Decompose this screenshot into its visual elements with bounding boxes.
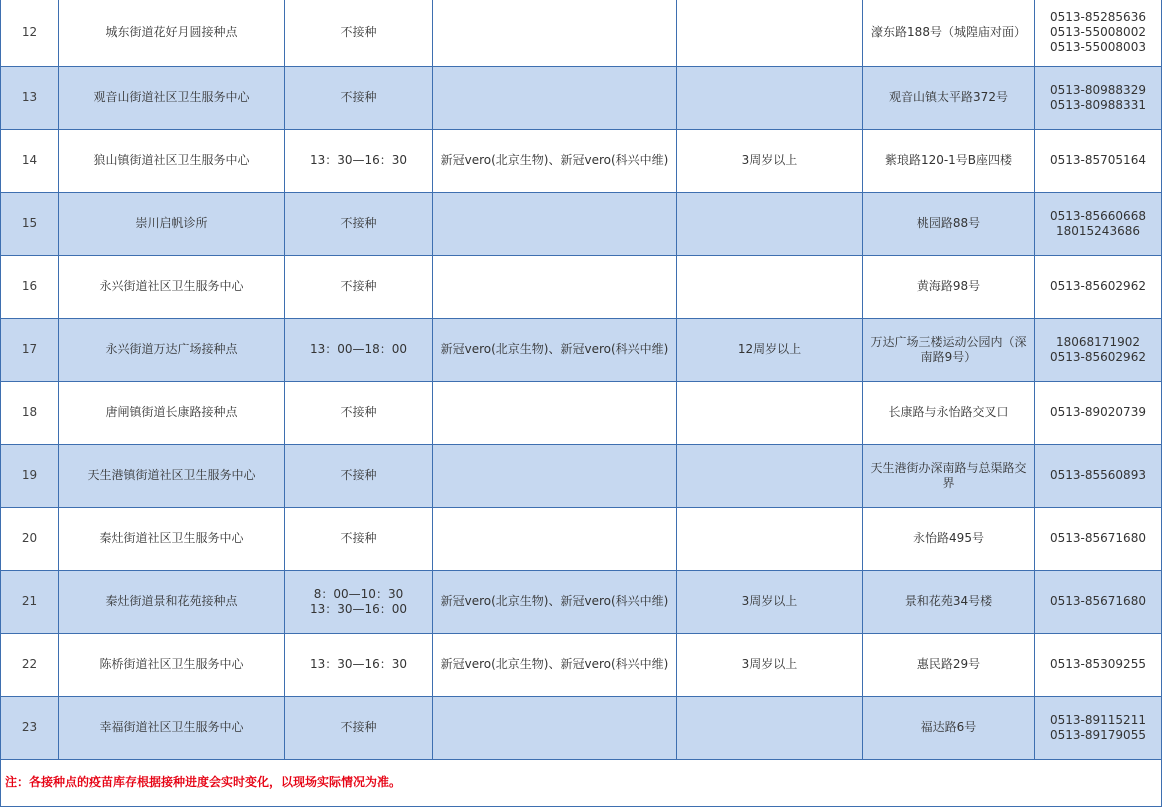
- site-name: 崇川启帆诊所: [59, 192, 285, 255]
- site-vaccine: 新冠vero(北京生物)、新冠vero(科兴中维): [433, 633, 677, 696]
- site-phone: 0513-85309255: [1035, 633, 1162, 696]
- table-row: [1, 66, 1162, 129]
- site-address: 福达路6号: [863, 696, 1035, 759]
- site-vaccine: 新冠vero(北京生物)、新冠vero(科兴中维): [433, 318, 677, 381]
- site-age: [677, 0, 863, 66]
- site-address: 观音山镇太平路372号: [863, 66, 1035, 129]
- site-address: 长康路与永怡路交叉口: [863, 381, 1035, 444]
- site-time: 不接种: [285, 192, 433, 255]
- site-name: 永兴街道万达广场接种点: [59, 318, 285, 381]
- table-row: [1, 570, 1162, 633]
- site-time: 不接种: [285, 255, 433, 318]
- table-row: [1, 507, 1162, 570]
- row-number: 19: [1, 444, 59, 507]
- site-vaccine: [433, 66, 677, 129]
- site-vaccine: [433, 0, 677, 66]
- site-time: 不接种: [285, 696, 433, 759]
- row-number: 23: [1, 696, 59, 759]
- site-name: 永兴街道社区卫生服务中心: [59, 255, 285, 318]
- row-number: 15: [1, 192, 59, 255]
- site-time: 8：00—10：30 13：30—16：00: [285, 570, 433, 633]
- site-address: 景和花苑34号楼: [863, 570, 1035, 633]
- site-vaccine: 新冠vero(北京生物)、新冠vero(科兴中维): [433, 570, 677, 633]
- site-phone: 0513-85602962: [1035, 255, 1162, 318]
- site-phone: 0513-85660668 18015243686: [1035, 192, 1162, 255]
- row-number: 17: [1, 318, 59, 381]
- table-body: [1, 0, 1162, 806]
- site-name: 秦灶街道社区卫生服务中心: [59, 507, 285, 570]
- site-address: 惠民路29号: [863, 633, 1035, 696]
- row-number: 13: [1, 66, 59, 129]
- table-row: [1, 0, 1162, 66]
- site-age: [677, 381, 863, 444]
- site-address: 永怡路495号: [863, 507, 1035, 570]
- site-age: 3周岁以上: [677, 570, 863, 633]
- site-phone: 0513-85671680: [1035, 507, 1162, 570]
- site-name: 唐闸镇街道长康路接种点: [59, 381, 285, 444]
- site-age: [677, 507, 863, 570]
- site-time: 13：00—18：00: [285, 318, 433, 381]
- site-name: 秦灶街道景和花苑接种点: [59, 570, 285, 633]
- table-row: [1, 129, 1162, 192]
- row-number: 16: [1, 255, 59, 318]
- table-row: [1, 696, 1162, 759]
- site-address: 桃园路88号: [863, 192, 1035, 255]
- site-phone: 0513-85285636 0513-55008002 0513-55008003: [1035, 0, 1162, 66]
- site-age: [677, 66, 863, 129]
- site-phone: 0513-85560893: [1035, 444, 1162, 507]
- site-vaccine: [433, 444, 677, 507]
- site-name: 城东街道花好月圆接种点: [59, 0, 285, 66]
- site-age: 3周岁以上: [677, 633, 863, 696]
- row-number: 21: [1, 570, 59, 633]
- row-number: 22: [1, 633, 59, 696]
- site-name: 观音山街道社区卫生服务中心: [59, 66, 285, 129]
- site-time: 不接种: [285, 0, 433, 66]
- table-row: [1, 192, 1162, 255]
- site-vaccine: [433, 507, 677, 570]
- site-name: 天生港镇街道社区卫生服务中心: [59, 444, 285, 507]
- table-row: [1, 381, 1162, 444]
- site-age: [677, 192, 863, 255]
- site-time: 不接种: [285, 66, 433, 129]
- site-age: 3周岁以上: [677, 129, 863, 192]
- site-name: 狼山镇街道社区卫生服务中心: [59, 129, 285, 192]
- site-phone: 0513-89115211 0513-89179055: [1035, 696, 1162, 759]
- site-vaccine: [433, 255, 677, 318]
- site-age: [677, 255, 863, 318]
- site-vaccine: [433, 381, 677, 444]
- site-phone: 0513-89020739: [1035, 381, 1162, 444]
- table-row: [1, 444, 1162, 507]
- table-row: [1, 633, 1162, 696]
- site-phone: 0513-80988329 0513-80988331: [1035, 66, 1162, 129]
- site-age: [677, 696, 863, 759]
- site-phone: 0513-85705164: [1035, 129, 1162, 192]
- site-age: [677, 444, 863, 507]
- site-time: 不接种: [285, 444, 433, 507]
- site-name: 陈桥街道社区卫生服务中心: [59, 633, 285, 696]
- row-number: 12: [1, 0, 59, 66]
- site-age: 12周岁以上: [677, 318, 863, 381]
- site-phone: 0513-85671680: [1035, 570, 1162, 633]
- site-address: 黄海路98号: [863, 255, 1035, 318]
- site-vaccine: [433, 696, 677, 759]
- table-row: [1, 318, 1162, 381]
- site-time: 13：30—16：30: [285, 129, 433, 192]
- site-vaccine: 新冠vero(北京生物)、新冠vero(科兴中维): [433, 129, 677, 192]
- site-address: 万达广场三楼运动公园内（深南路9号）: [863, 318, 1035, 381]
- site-name: 幸福街道社区卫生服务中心: [59, 696, 285, 759]
- site-address: 天生港街办深南路与总渠路交界: [863, 444, 1035, 507]
- note-row: [1, 759, 1162, 806]
- row-number: 18: [1, 381, 59, 444]
- site-time: 13：30—16：30: [285, 633, 433, 696]
- site-address: 紫琅路120-1号B座四楼: [863, 129, 1035, 192]
- site-vaccine: [433, 192, 677, 255]
- site-time: 不接种: [285, 381, 433, 444]
- row-number: 14: [1, 129, 59, 192]
- site-phone: 18068171902 0513-85602962: [1035, 318, 1162, 381]
- stock-note: 注：各接种点的疫苗库存根据接种进度会实时变化，以现场实际情况为准。: [1, 759, 1162, 806]
- row-number: 20: [1, 507, 59, 570]
- site-address: 濠东路188号（城隍庙对面）: [863, 0, 1035, 66]
- table-row: [1, 255, 1162, 318]
- site-time: 不接种: [285, 507, 433, 570]
